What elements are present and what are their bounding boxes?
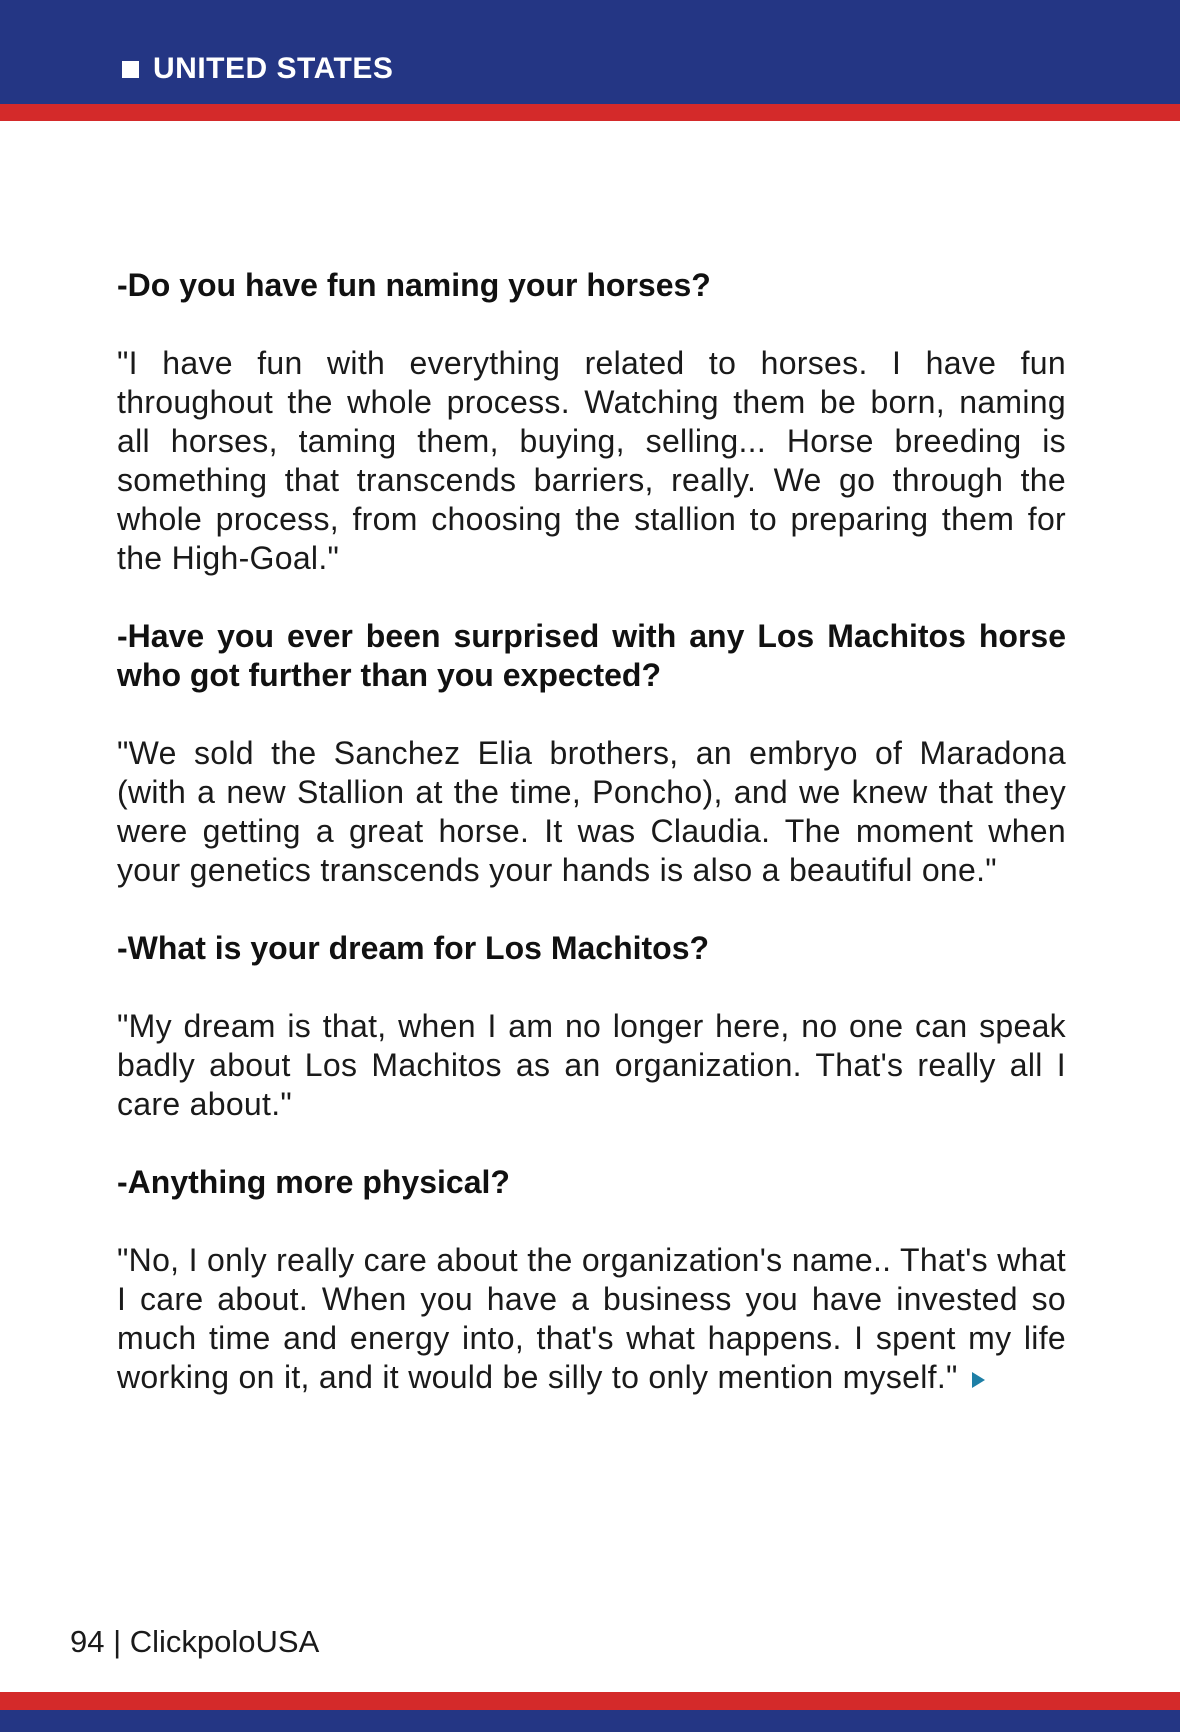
footer-band	[0, 1710, 1180, 1732]
interview-question-3: -What is your dream for Los Machitos?	[117, 930, 710, 966]
interview-answer-3: "My dream is that, when I am no longer here, no one can speak badly about Los Machitos as an organization. That's really all I care about."	[117, 1008, 1066, 1122]
header-red-stripe	[0, 104, 1180, 121]
interview-question-4: -Anything more physical?	[117, 1164, 510, 1200]
interview-answer-1: "I have fun with everything related to horses. I have fun throughout the whole process. Watching them be born, naming all horses, taming them, buying, selling... Horse breeding is something that transcends barriers, really. We go through the whole process, from choosing the stallion to preparing them for the High-Goal."	[117, 345, 1066, 576]
interview-answer-4	[117, 1241, 1066, 1397]
interview-question-2: -Have you ever been surprised with any Los Machitos horse who got further than you expected?	[117, 618, 1066, 693]
triangle-right-icon	[972, 1372, 985, 1388]
interview-answer-4-text: "No, I only really care about the organization's name.. That's what I care about. When you have a business you have invested so much time and energy into, that's what happens. I spent my life working on it, and it would be silly to only mention myself."	[117, 1242, 1066, 1395]
square-bullet-icon	[122, 61, 139, 78]
interview-question-1: -Do you have fun naming your horses?	[117, 267, 711, 303]
interview-answer-2: "We sold the Sanchez Elia brothers, an embryo of Maradona (with a new Stallion at the time, Poncho), and we knew that they were getting a great horse. It was Claudia. The moment when your genetics transcends your hands is also a beautiful one."	[117, 735, 1066, 888]
page-footer: 94 | ClickpoloUSA	[70, 1624, 320, 1659]
section-label-text: UNITED STATES	[153, 52, 394, 85]
footer-red-stripe	[0, 1692, 1180, 1710]
section-label	[122, 50, 393, 88]
interview-body	[117, 266, 1066, 1397]
